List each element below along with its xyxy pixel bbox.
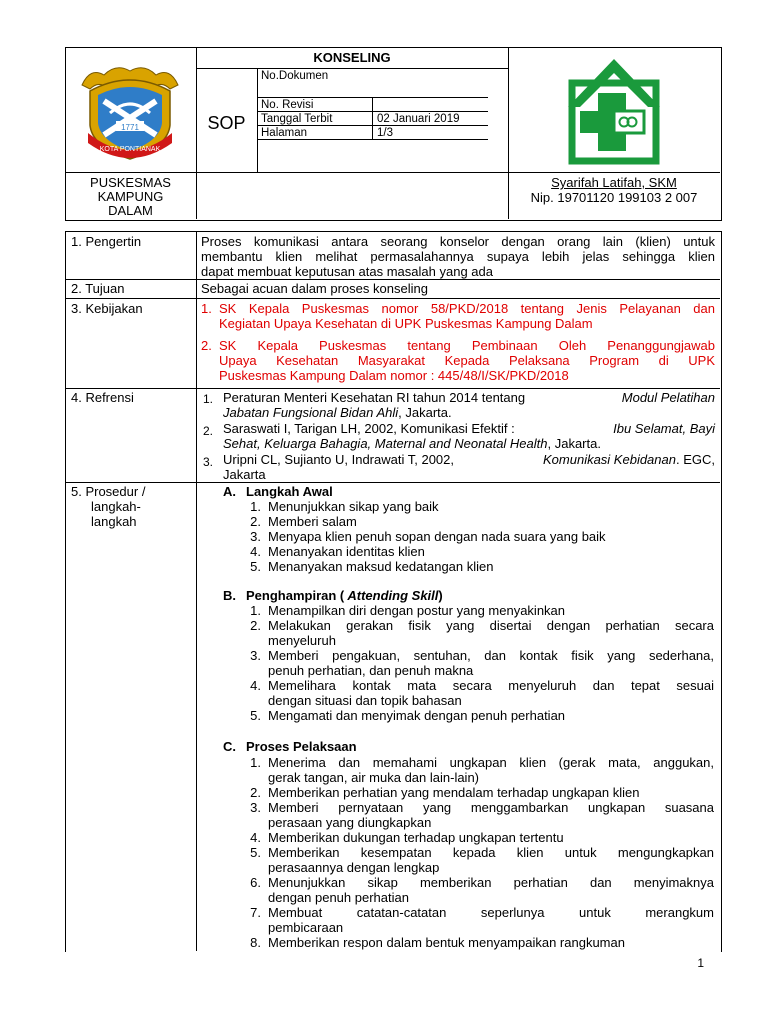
procedure-item-text: dengan situasi dan topik bahasan — [268, 693, 462, 708]
procedure-item-number: 1. — [250, 755, 261, 770]
procedure-item-number: 4. — [250, 678, 261, 693]
sop-label: SOP — [207, 113, 246, 133]
header-divider — [196, 68, 508, 69]
procedure-item-text: Memberi pernyataan yang menggambarkan ungkapan suasana — [268, 800, 714, 815]
procedure-item-number: 1. — [250, 499, 261, 514]
procedure-item-text: gerak tangan, air muka dan lain-lain) — [268, 770, 480, 785]
signer-name: Syarifah Latifah, SKM — [551, 175, 677, 190]
procedure-item-number: 4. — [250, 544, 261, 559]
ref-title: Jabatan Fungsional Bidan Ahli — [223, 405, 399, 420]
document-title: KONSELING — [313, 50, 391, 65]
kebijakan-number: 2. — [201, 338, 212, 353]
emblem-number: 1771 — [121, 123, 139, 132]
procedure-item-text: dengan penuh perhatian — [268, 890, 409, 905]
ref-line — [223, 453, 715, 468]
meta-label: No. Revisi — [261, 99, 314, 111]
ref-title: Modul Pelatihan — [621, 390, 715, 405]
pengertian-line: membantu klien melihat permasalahannya supaya lebih jelas sehingga klien — [201, 249, 715, 264]
row-label-prosedur: 5. Prosedur / — [71, 484, 146, 499]
institution-name: PUSKESMAS — [90, 175, 171, 190]
table-divider — [65, 388, 720, 389]
procedure-item-text: Memberikan dukungan terhadap ungkapan tertentu — [268, 830, 564, 845]
tujuan-text: Sebagai acuan dalam proses konseling — [201, 281, 428, 296]
ref-title: Sehat, Keluarga Bahagia, Maternal and Neonatal Health — [223, 436, 548, 451]
ref-title: Komunikasi Kebidanan — [543, 452, 676, 467]
procedure-item-text: menyeluruh — [268, 633, 336, 648]
procedure-item-number: 3. — [250, 529, 261, 544]
meta-value: 1/3 — [377, 127, 393, 139]
pengertian-line: dapat membuat keputusan atas masalah yang ada — [201, 264, 493, 279]
procedure-item-text: Melakukan gerakan fisik yang disertai dengan perhatian secara — [268, 618, 714, 633]
kebijakan-line: SK Kepala Puskesmas nomor 58/PKD/2018 tentang Jenis Pelayanan dan — [219, 301, 715, 316]
procedure-item-text: Memberi salam — [268, 514, 357, 529]
procedure-item-number: 5. — [250, 845, 261, 860]
group-title-end: ) — [438, 588, 443, 603]
group-title-italic: Attending Skill — [344, 588, 439, 603]
procedure-item-text: Menanyakan maksud kedatangan klien — [268, 559, 494, 574]
procedure-item-number: 3. — [250, 648, 261, 663]
group-title: Proses Pelaksaan — [246, 739, 357, 754]
ref-text: Uripni CL, Sujianto U, Indrawati T, 2002, — [223, 452, 454, 467]
meta-label: Tanggal Terbit — [261, 113, 333, 125]
row-label-pengertian: 1. Pengertin — [71, 234, 142, 249]
procedure-item-number: 2. — [250, 618, 261, 633]
procedure-item-text: penuh perhatian, dan penuh makna — [268, 663, 474, 678]
ref-number: 3. — [203, 455, 214, 469]
ref-text: Saraswati I, Tarigan LH, 2002, Komunikasi Efektif : — [223, 421, 515, 436]
header-divider — [65, 172, 720, 173]
ref-line — [223, 437, 601, 452]
institution-name: KAMPUNG — [97, 189, 164, 204]
emblem-ribbon-text: KOTA PONTIANAK — [99, 146, 161, 153]
table-divider — [196, 231, 197, 951]
row-label-kebijakan: 3. Kebijakan — [71, 301, 143, 316]
procedure-item-text: Memberikan kesempatan kepada klien untuk mengungkapkan — [268, 845, 714, 860]
procedure-item-text: Memberikan perhatian yang mendalam terhadap ungkapan klien — [268, 785, 640, 800]
ref-number: 2. — [203, 424, 214, 438]
header-divider — [257, 68, 258, 172]
procedure-item-text: Menerima dan memahami ungkapan klien (gerak mata, anggukan, — [268, 755, 714, 770]
table-divider — [65, 482, 720, 483]
procedure-item-number: 2. — [250, 785, 261, 800]
procedure-item-text: perasaan yang diungkapkan — [268, 815, 432, 830]
group-letter: A. — [223, 484, 236, 499]
meta-value: 02 Januari 2019 — [377, 113, 460, 125]
procedure-item-text: Menanyakan identitas klien — [268, 544, 425, 559]
group-title-text: Penghampiran ( — [246, 588, 345, 603]
procedure-item-text: Menampilkan diri dengan postur yang menyakinkan — [268, 603, 566, 618]
kebijakan-line: Kegiatan Upaya Kesehatan di UPK Puskesmas Kampung Dalam — [219, 316, 593, 331]
header-divider — [372, 97, 373, 139]
group-letter: B. — [223, 588, 236, 603]
group-title — [246, 589, 443, 603]
procedure-item-text: Memberi pengakuan, sentuhan, dan kontak fisik yang sederhana, — [268, 648, 714, 663]
meta-label: Halaman — [261, 127, 308, 139]
city-emblem-logo — [70, 55, 190, 167]
group-title: Langkah Awal — [246, 484, 333, 499]
page-number: 1 — [697, 956, 704, 970]
procedure-item-number: 1. — [250, 603, 261, 618]
ref-title: Ibu Selamat, Bayi — [613, 421, 715, 436]
procedure-item-number: 5. — [250, 559, 261, 574]
signer-nip: Nip. 19701120 199103 2 007 — [530, 190, 698, 205]
procedure-item-number: 6. — [250, 875, 261, 890]
procedure-item-number: 4. — [250, 830, 261, 845]
ref-line — [223, 391, 715, 406]
procedure-item-text: Mengamati dan menyimak dengan penuh perhatian — [268, 708, 566, 723]
procedure-item-number: 2. — [250, 514, 261, 529]
kebijakan-number: 1. — [201, 301, 212, 316]
ref-line — [223, 422, 715, 437]
row-label-referensi: 4. Refrensi — [71, 390, 134, 405]
ref-text: , Jakarta. — [398, 405, 452, 420]
kebijakan-line: SK Kepala Puskesmas tentang Pembinaan Oleh Penanggungjawab — [219, 338, 715, 353]
table-divider — [65, 298, 720, 299]
procedure-item-number: 7. — [250, 905, 261, 920]
ref-line: Jakarta — [223, 467, 266, 482]
procedure-item-number: 8. — [250, 935, 261, 950]
procedure-item-text: pembicaraan — [268, 920, 344, 935]
procedure-item-text: perasaannya dengan lengkap — [268, 860, 440, 875]
institution-name: DALAM — [108, 203, 153, 218]
procedure-item-number: 3. — [250, 800, 261, 815]
header-divider — [196, 47, 197, 219]
procedure-item-text: Membuat catatan-catatan seperlunya untuk merangkum — [268, 905, 714, 920]
procedure-item-text: Memelihara kontak mata secara menyeluruh dan tepat sesuai — [268, 678, 714, 693]
row-label-tujuan: 2. Tujuan — [71, 281, 125, 296]
row-label-prosedur: langkah — [91, 514, 137, 529]
kebijakan-line: Puskesmas Kampung Dalam nomor : 445/48/I/SK/PKD/2018 — [219, 368, 569, 383]
row-label-prosedur: langkah- — [91, 499, 141, 514]
procedure-item-text: Memberikan respon dalam bentuk menyampaikan rangkuman — [268, 935, 625, 950]
procedure-item-text: Menunjukkan sikap memberikan perhatian dan menyimaknya — [268, 875, 714, 890]
health-service-logo — [558, 55, 670, 167]
procedure-item-text: Menunjukkan sikap yang baik — [268, 499, 439, 514]
ref-text: , Jakarta. — [547, 436, 601, 451]
meta-label: No.Dokumen — [261, 70, 329, 82]
kebijakan-line: Upaya Kesehatan Masyarakat Kepada Pelaksana Program di UPK — [219, 353, 715, 368]
ref-text: Peraturan Menteri Kesehatan RI tahun 2014 tentang — [223, 390, 526, 405]
pengertian-line: Proses komunikasi antara seorang konselor dengan orang lain (klien) untuk — [201, 234, 715, 249]
ref-text: . EGC, — [675, 452, 715, 467]
ref-number: 1. — [203, 392, 214, 406]
ref-line — [223, 406, 452, 421]
procedure-item-number: 5. — [250, 708, 261, 723]
group-letter: C. — [223, 739, 236, 754]
procedure-item-text: Menyapa klien penuh sopan dengan nada suara yang baik — [268, 529, 606, 544]
